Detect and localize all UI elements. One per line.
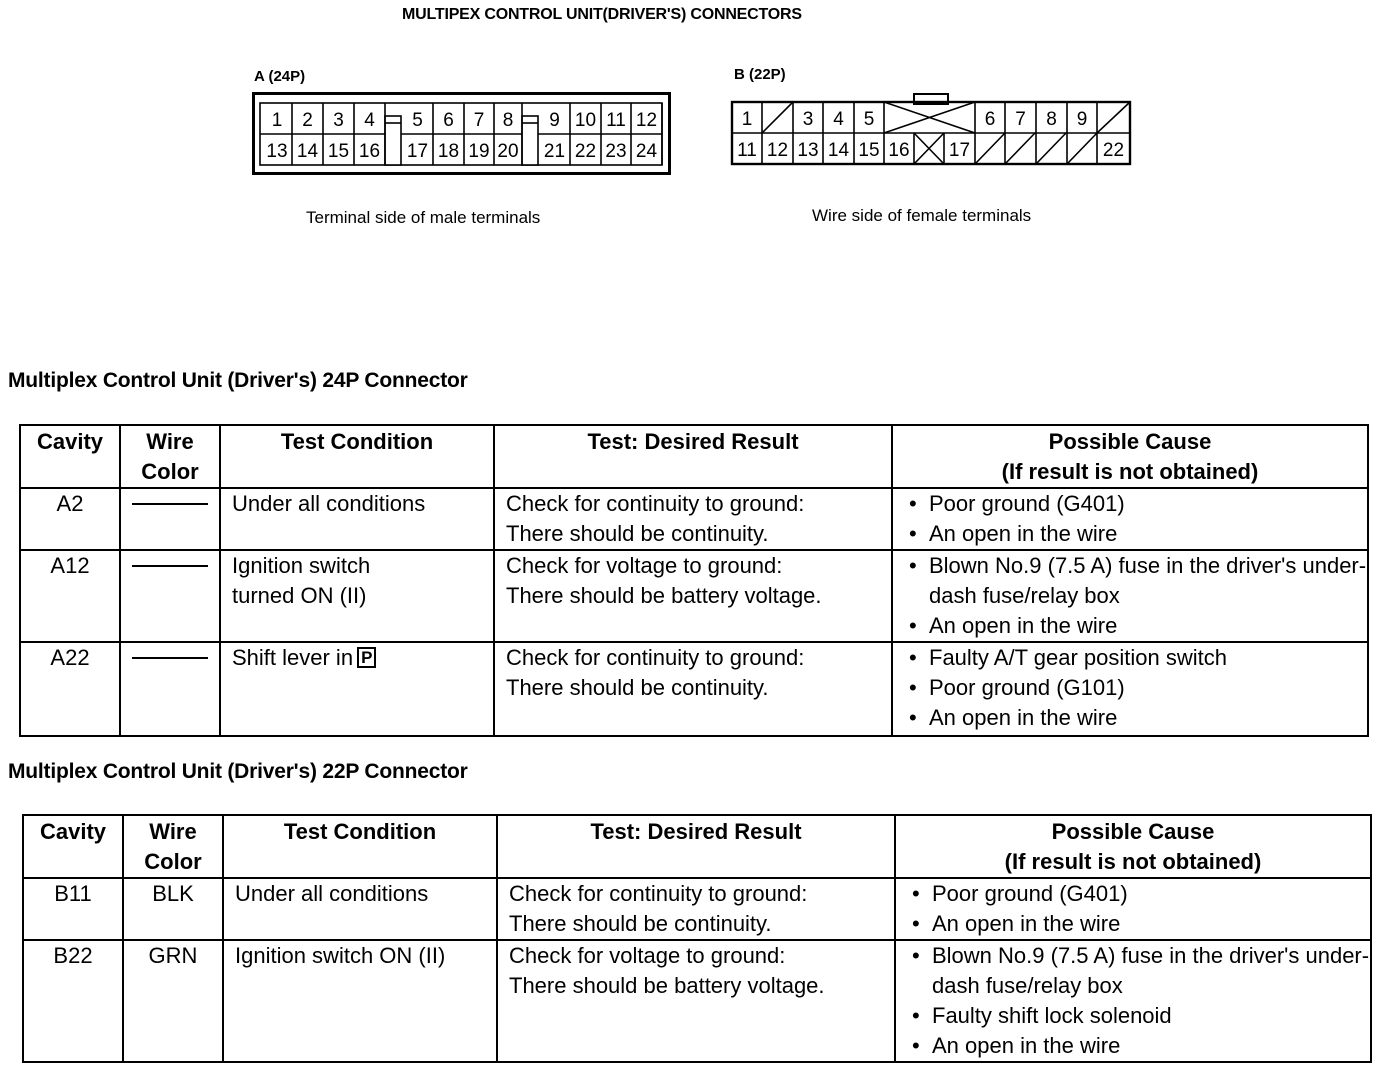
result-line: Check for voltage to ground: [506, 553, 783, 578]
result-line: There should be continuity. [509, 911, 772, 936]
terminal-3: 3 [333, 110, 344, 131]
table-row [23, 940, 1371, 1062]
cause-item: • An open in the wire [908, 1031, 1370, 1061]
header-cavity: Cavity [23, 815, 123, 878]
test-condition-cell [223, 940, 497, 1062]
cause-item: • An open in the wire [905, 611, 1367, 641]
terminal-4: 4 [833, 109, 844, 130]
terminal-8: 8 [502, 110, 514, 131]
test-condition-cell [220, 550, 494, 642]
terminal-15: 15 [858, 140, 880, 161]
terminal-22: 22 [574, 141, 597, 162]
header-test-condition: Test Condition [220, 425, 494, 488]
table-22p-heading: Multiplex Control Unit (Driver's) 22P Connector [8, 760, 468, 783]
cause-item: • Poor ground (G401) [908, 879, 1370, 909]
cause-item: • Blown No.9 (7.5 A) fuse in the driver's under-dash fuse/relay box [908, 941, 1370, 1001]
table-row [20, 550, 1368, 642]
possible-cause-cell [892, 550, 1368, 642]
terminal-12: 12 [766, 140, 789, 161]
possible-cause-cell [895, 878, 1371, 940]
result-line: Check for continuity to ground: [506, 645, 805, 670]
header-test-condition: Test Condition [223, 815, 497, 878]
cause-item: • Poor ground (G101) [905, 673, 1367, 703]
possible-cause-cell [895, 940, 1371, 1062]
terminal-1: 1 [271, 110, 283, 131]
terminal-15: 15 [327, 141, 350, 162]
condition-line: Under all conditions [232, 491, 426, 516]
table-row [20, 488, 1368, 550]
terminal-20: 20 [497, 141, 519, 162]
park-position-symbol: P [357, 647, 376, 668]
wire-color-cell [120, 488, 220, 550]
desired-result-cell [494, 642, 892, 736]
no-wire-color-dash [132, 565, 208, 567]
cavity-cell: B11 [23, 878, 123, 940]
terminal-10: 10 [574, 110, 597, 131]
terminal-17: 17 [406, 141, 429, 162]
table-24p-heading: Multiplex Control Unit (Driver's) 24P Connector [8, 369, 468, 392]
terminal-11: 11 [737, 140, 757, 161]
terminal-12: 12 [635, 110, 658, 131]
cavity-cell: B22 [23, 940, 123, 1062]
terminal-6: 6 [443, 110, 454, 131]
terminal-13: 13 [797, 140, 819, 161]
cause-item: • Faulty shift lock solenoid [908, 1001, 1370, 1031]
terminal-7: 7 [473, 110, 485, 131]
cause-item: • An open in the wire [905, 519, 1367, 549]
header-possible-cause [895, 815, 1371, 878]
result-line: There should be battery voltage. [506, 583, 822, 608]
test-condition-cell [223, 878, 497, 940]
result-line: There should be continuity. [506, 675, 769, 700]
terminal-7: 7 [1015, 109, 1026, 130]
terminal-16: 16 [358, 141, 381, 162]
terminal-13: 13 [266, 141, 288, 162]
terminal-16: 16 [888, 140, 910, 161]
desired-result-cell [497, 878, 895, 940]
result-line: Check for continuity to ground: [506, 491, 805, 516]
header-wire-color [120, 425, 220, 488]
terminal-18: 18 [437, 141, 460, 162]
terminal-9: 9 [1076, 109, 1088, 130]
header-wire-line1: Wire [146, 429, 194, 454]
cause-item: • Blown No.9 (7.5 A) fuse in the driver's under-dash fuse/relay box [905, 551, 1367, 611]
result-line: Check for voltage to ground: [509, 943, 786, 968]
cavity-cell: A22 [20, 642, 120, 736]
terminal-9: 9 [549, 110, 560, 131]
header-cause-line1: Possible Cause [1048, 429, 1212, 454]
test-condition-cell [220, 642, 494, 736]
wire-color-cell [120, 642, 220, 736]
header-cause-line2: (If result is not obtained) [1004, 849, 1262, 874]
header-cause-line2: (If result is not obtained) [1001, 459, 1259, 484]
table-row [20, 642, 1368, 736]
table-row [23, 878, 1371, 940]
document-title: MULTIPEX CONTROL UNIT(DRIVER'S) CONNECTORS [402, 6, 802, 23]
terminal-17: 17 [948, 140, 971, 161]
wire-color-cell [120, 550, 220, 642]
connector-a-caption: Terminal side of male terminals [306, 208, 541, 227]
cause-item: • An open in the wire [908, 909, 1370, 939]
terminal-19: 19 [468, 141, 490, 162]
condition-line: Ignition switch [232, 553, 371, 578]
header-wire-line1: Wire [149, 819, 197, 844]
table-24p [19, 424, 1369, 737]
result-line: There should be battery voltage. [509, 973, 825, 998]
desired-result-cell [497, 940, 895, 1062]
condition-line: Ignition switch ON (II) [235, 943, 446, 968]
header-wire-color [123, 815, 223, 878]
possible-cause-cell [892, 642, 1368, 736]
terminal-24: 24 [635, 141, 658, 162]
header-wire-line2: Color [144, 849, 202, 874]
desired-result-cell [494, 550, 892, 642]
cause-item: • Poor ground (G401) [905, 489, 1367, 519]
test-condition-cell [220, 488, 494, 550]
condition-line: Under all conditions [235, 881, 429, 906]
terminal-2: 2 [302, 110, 313, 131]
terminal-5: 5 [863, 109, 875, 130]
result-line: There should be continuity. [506, 521, 769, 546]
header-desired-result: Test: Desired Result [494, 425, 892, 488]
terminal-14: 14 [827, 140, 850, 161]
cause-item: • Faulty A/T gear position switch [905, 643, 1367, 673]
connector-b-diagram [730, 92, 1134, 168]
header-wire-line2: Color [141, 459, 199, 484]
terminal-6: 6 [984, 109, 996, 130]
header-cavity: Cavity [20, 425, 120, 488]
terminal-4: 4 [364, 110, 375, 131]
cavity-cell: A2 [20, 488, 120, 550]
terminal-5: 5 [412, 110, 423, 131]
header-desired-result: Test: Desired Result [497, 815, 895, 878]
cavity-cell: A12 [20, 550, 120, 642]
connector-a-label: A (24P) [254, 68, 306, 85]
result-line: Check for continuity to ground: [509, 881, 808, 906]
connector-a-diagram [252, 92, 672, 178]
connector-b-caption: Wire side of female terminals [812, 206, 1032, 225]
terminal-1: 1 [741, 109, 753, 130]
no-wire-color-dash [132, 657, 208, 659]
terminal-11: 11 [606, 110, 626, 131]
condition-line: Shift lever in [232, 645, 354, 670]
wire-color-cell: BLK [123, 878, 223, 940]
terminal-8: 8 [1046, 109, 1057, 130]
connector-b-label: B (22P) [734, 66, 786, 83]
terminal-23: 23 [605, 141, 627, 162]
terminal-22: 22 [1102, 140, 1125, 161]
terminal-14: 14 [296, 141, 319, 162]
possible-cause-cell [892, 488, 1368, 550]
header-possible-cause [892, 425, 1368, 488]
wire-color-cell: GRN [123, 940, 223, 1062]
cause-item: • An open in the wire [905, 703, 1367, 733]
desired-result-cell [494, 488, 892, 550]
no-wire-color-dash [132, 503, 208, 505]
terminal-21: 21 [543, 141, 566, 162]
header-cause-line1: Possible Cause [1051, 819, 1215, 844]
table-22p [22, 814, 1372, 1063]
terminal-3: 3 [802, 109, 814, 130]
condition-line: turned ON (II) [232, 583, 367, 608]
